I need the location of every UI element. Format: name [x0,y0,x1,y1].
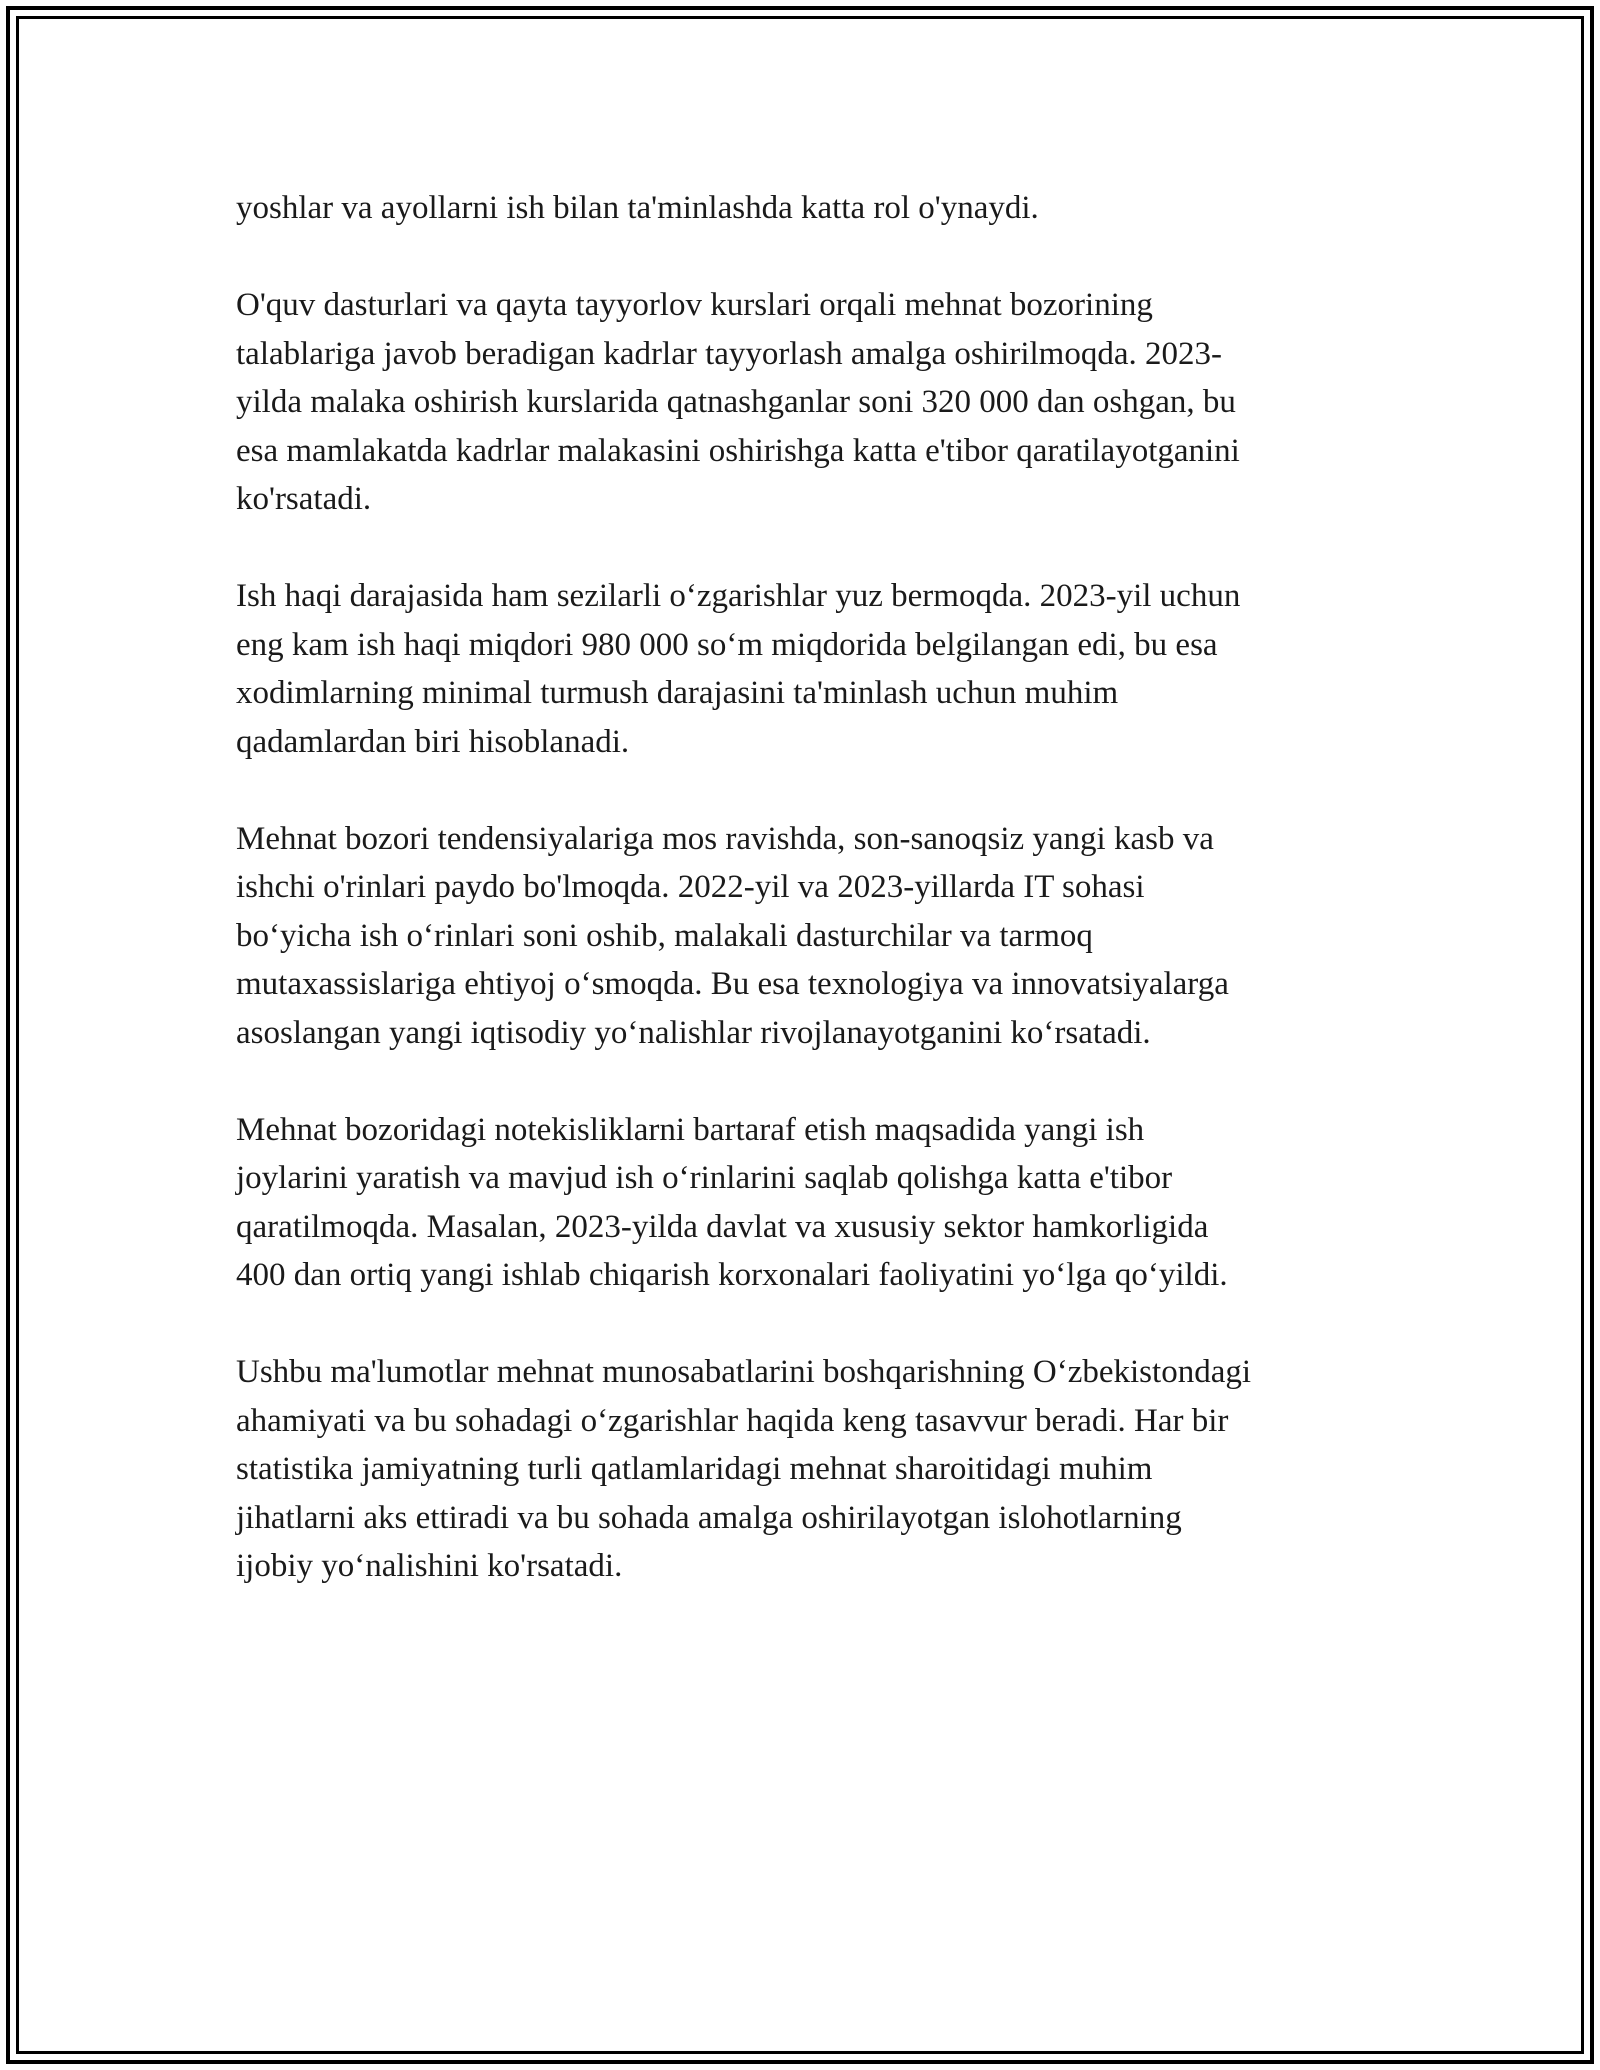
text-line: Mehnat bozori tendensiyalariga mos ravishda, son-sanoqsiz yangi kasb va [236,820,1214,857]
text-line: ko'rsatadi. [236,481,372,517]
paragraph [236,1348,1376,1591]
paragraph [236,184,1376,233]
text-line: ijobiy yo‘nalishini ko'rsatadi. [236,1548,623,1584]
paragraph [236,815,1376,1058]
text-line: Ushbu ma'lumotlar mehnat munosabatlarini boshqarishning O‘zbekistondagi [236,1354,1252,1390]
text-line: yoshlar va ayollarni ish bilan ta'minlashda katta rol o'ynaydi. [236,190,1039,226]
paragraph [236,281,1376,524]
text-line: jihatlarni aks ettiradi va bu sohada amalga oshirilayotgan islohotlarning [236,1499,1182,1536]
text-line: joylarini yaratish va mavjud ish o‘rinlarini saqlab qolishga katta e'tibor [236,1160,1173,1196]
document-body [236,184,1376,1639]
text-line: statistika jamiyatning turli qatlamlaridagi mehnat sharoitidagi muhim [236,1451,1153,1487]
text-line: xodimlarning minimal turmush darajasini ta'minlash uchun muhim [236,675,1119,711]
text-line: mutaxassislariga ehtiyoj o‘smoqda. Bu esa texnologiya va innovatsiyalarga [236,966,1229,1002]
text-line: 400 dan ortiq yangi ishlab chiqarish korxonalari faoliyatini yo‘lga qo‘yildi. [236,1257,1228,1293]
text-line: qadamlardan biri hisoblanadi. [236,723,630,760]
text-line: Ish haqi darajasida ham sezilarli o‘zgarishlar yuz bermoqda. 2023-yil uchun [236,578,1241,614]
text-line: yilda malaka oshirish kurslarida qatnashganlar soni 320 000 dan oshgan, bu [236,384,1236,420]
text-line: esa mamlakatda kadrlar malakasini oshirishga katta e'tibor qaratilayotganini [236,432,1240,469]
paragraph [236,1106,1376,1300]
text-line: ahamiyati va bu sohadagi o‘zgarishlar haqida keng tasavvur beradi. Har bir [236,1402,1229,1439]
text-line: O'quv dasturlari va qayta tayyorlov kurslari orqali mehnat bozorining [236,287,1153,323]
text-line: asoslangan yangi iqtisodiy yo‘nalishlar rivojlanayotganini ko‘rsatadi. [236,1014,1151,1051]
text-line: eng kam ish haqi miqdori 980 000 so‘m miqdorida belgilangan edi, bu esa [236,626,1218,663]
text-line: Mehnat bozoridagi notekisliklarni bartaraf etish maqsadida yangi ish [236,1111,1145,1148]
text-line: ishchi o'rinlari paydo bo'lmoqda. 2022-yil va 2023-yillarda IT sohasi [236,869,1145,905]
text-line: bo‘yicha ish o‘rinlari soni oshib, malakali dasturchilar va tarmoq [236,917,1093,954]
paragraph [236,572,1376,766]
text-line: talablariga javob beradigan kadrlar tayyorlash amalga oshirilmoqda. 2023- [236,335,1222,372]
text-line: qaratilmoqda. Masalan, 2023-yilda davlat va xususiy sektor hamkorligida [236,1208,1209,1245]
